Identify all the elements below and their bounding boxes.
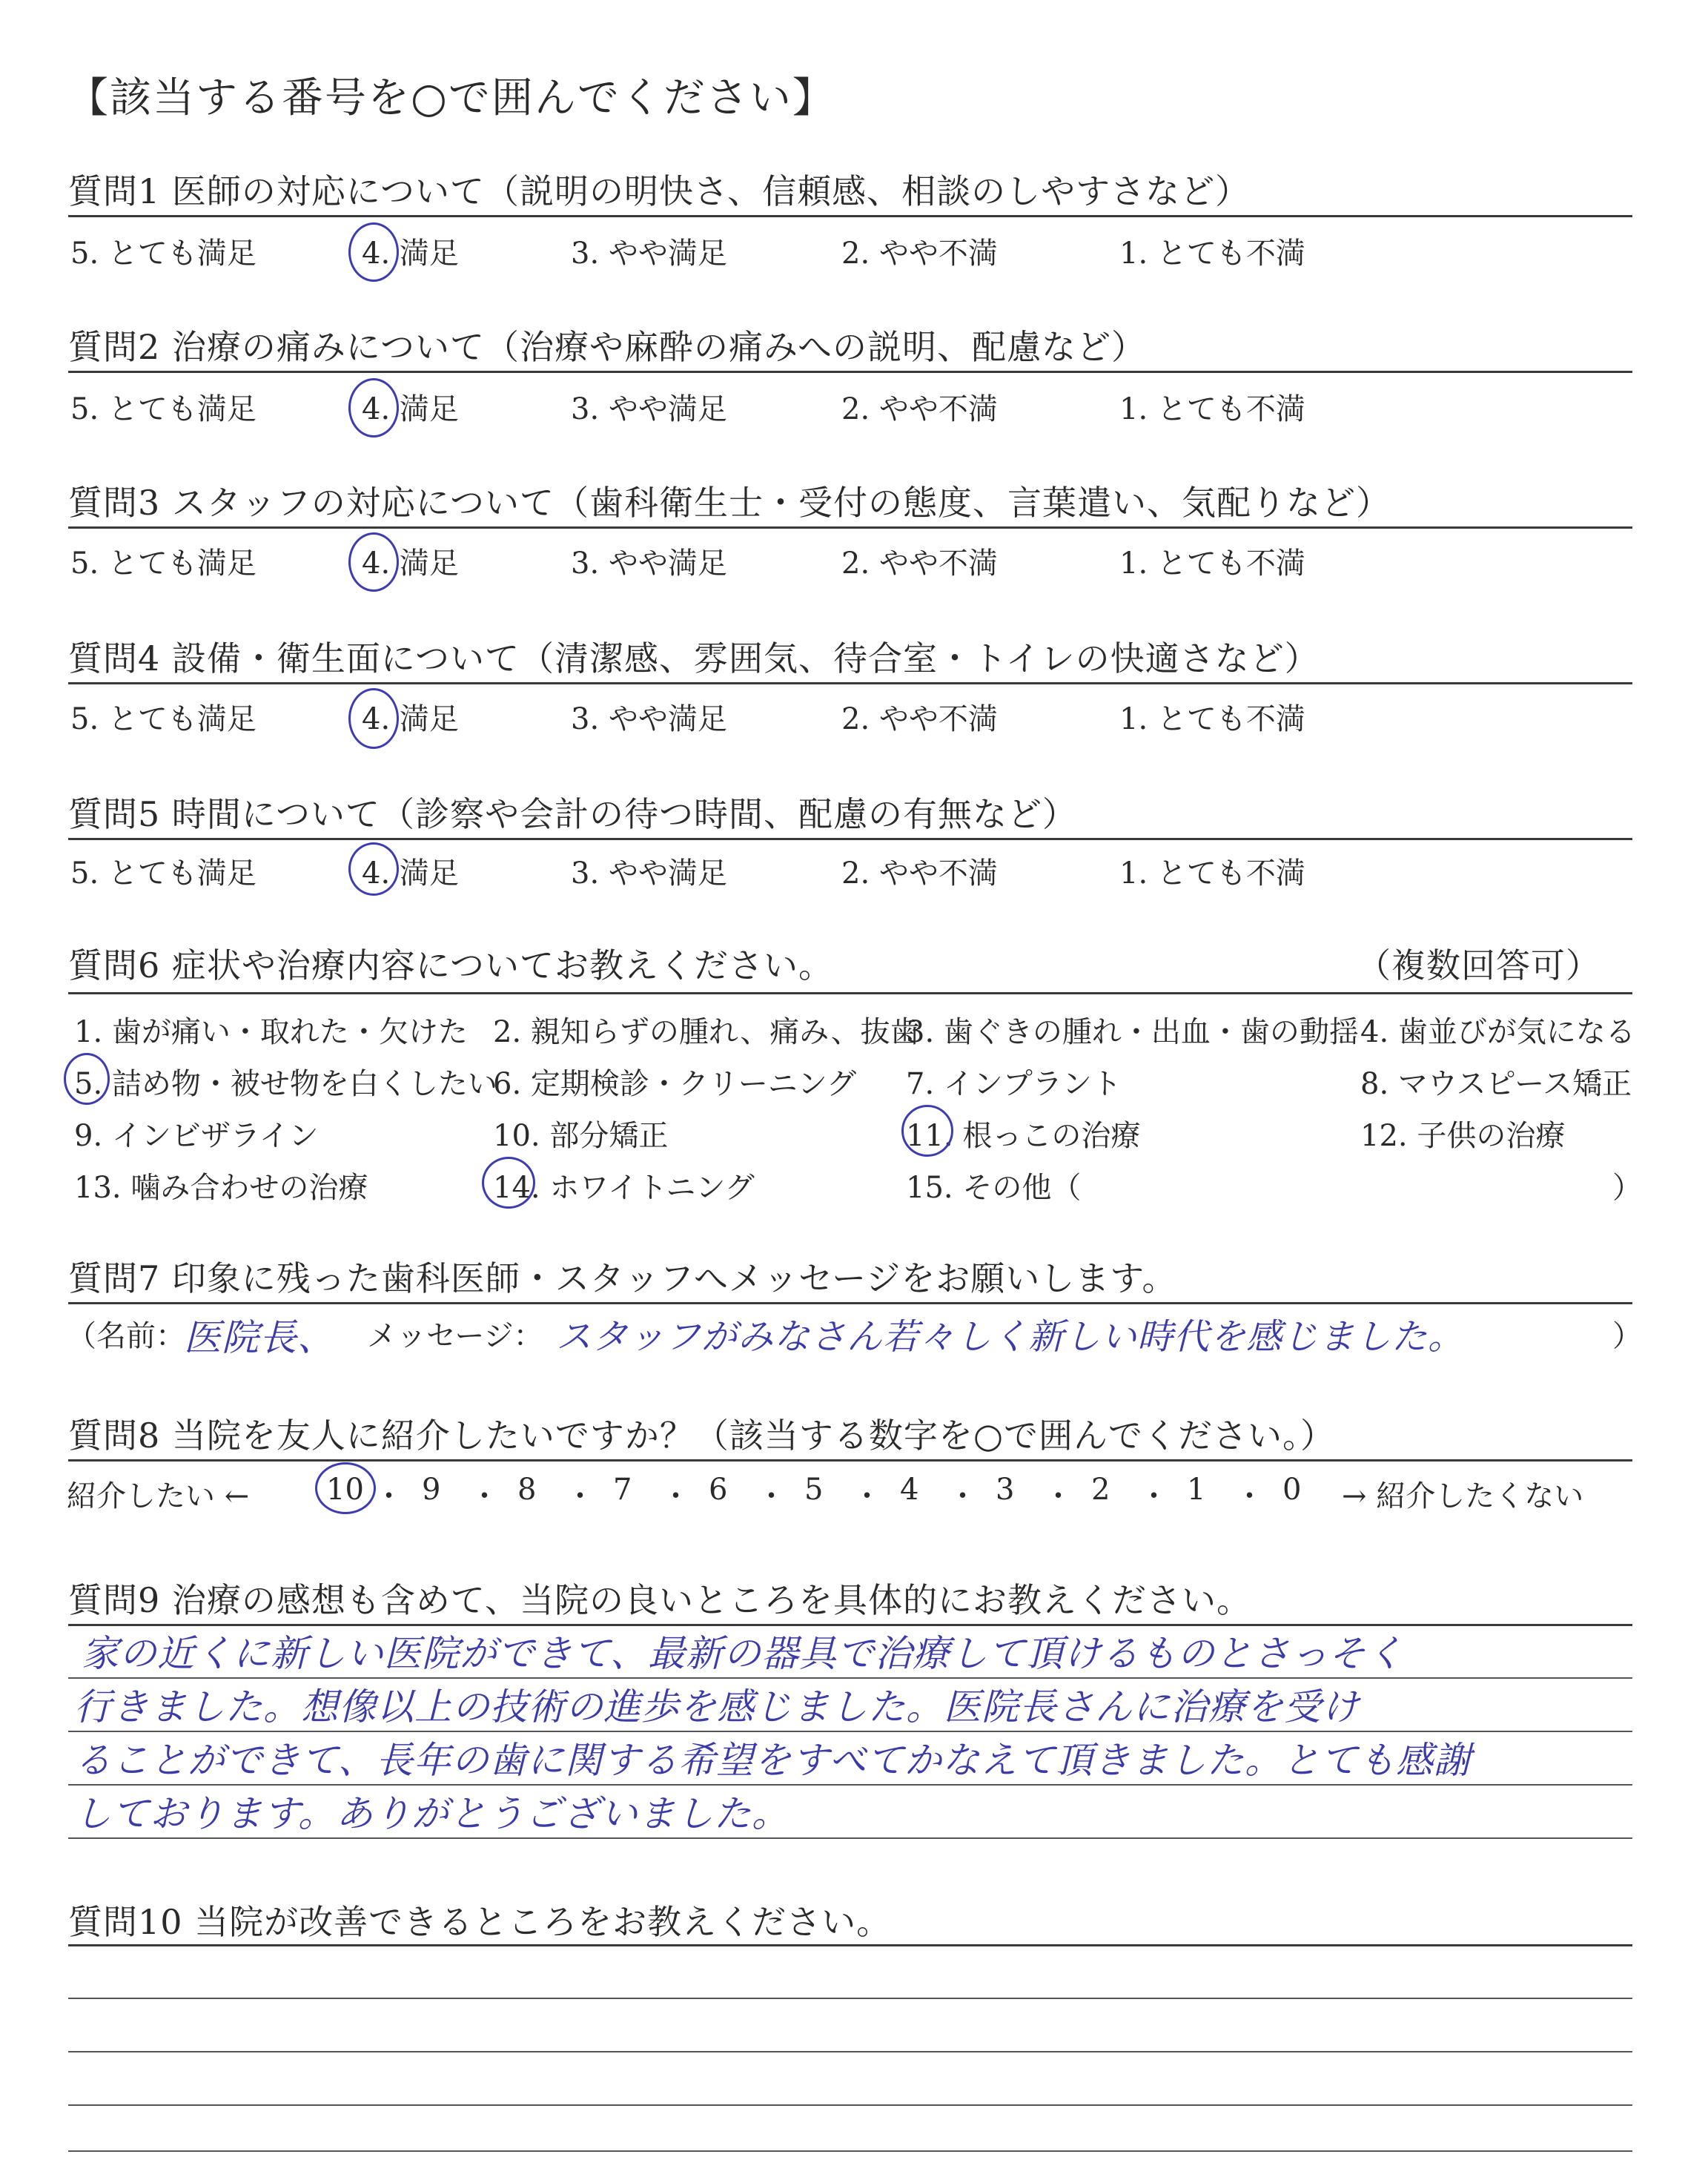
q8-title: 質問8 当院を友人に紹介したいですか？（該当する数字を○で囲んでください。） [68, 1416, 1336, 1456]
q4-rule [68, 682, 1632, 684]
q9-answer-line-2[interactable]: 行きました。想像以上の技術の進歩を感じました。医院長さんに治療を受け [74, 1685, 1360, 1728]
q1-opt-2[interactable]: 2. やや不満 [841, 237, 998, 271]
q8-rule [68, 1459, 1632, 1462]
q9-answer-line-1[interactable]: 家の近くに新しい医院ができて、最新の器具で治療して頂けるものとさっそく [82, 1632, 1404, 1675]
q6-opt-5-circle [64, 1053, 110, 1105]
page-heading: 【該当する番号を○で囲んでください】 [67, 74, 835, 122]
q8-number-10[interactable]: 10 [326, 1473, 364, 1507]
q4-opt-5[interactable]: 5. とても満足 [70, 702, 256, 736]
q2-title: 質問2 治療の痛みについて（治療や麻酔の痛みへの説明、配慮など） [68, 327, 1147, 367]
q6-opt-13[interactable]: 13. 噛み合わせの治療 [74, 1171, 368, 1205]
q3-opt-4[interactable]: 4. 満足 [362, 546, 459, 581]
q6-opt-1[interactable]: 1. 歯が痛い・取れた・欠けた [74, 1015, 468, 1049]
q3-opt-1[interactable]: 1. とても不満 [1119, 546, 1305, 581]
q2-selection-circle [348, 378, 399, 437]
q1-opt-4[interactable]: 4. 満足 [362, 237, 459, 271]
q9-answer-line-4[interactable]: しております。ありがとうございました。 [74, 1792, 790, 1835]
q3-title: 質問3 スタッフの対応について（歯科衛生士・受付の態度、言葉遣い、気配りなど） [68, 483, 1391, 523]
q2-rule [68, 371, 1632, 373]
q3-selection-circle [348, 532, 399, 592]
q7-title: 質問7 印象に残った歯科医師・スタッフへメッセージをお願いします。 [68, 1258, 1177, 1298]
q1-opt-3[interactable]: 3. やや満足 [571, 237, 727, 271]
q6-opt-9[interactable]: 9. インビザライン [74, 1119, 319, 1153]
q3-opt-5[interactable]: 5. とても満足 [70, 546, 256, 581]
q8-number-9[interactable]: 9 [422, 1473, 441, 1507]
q3-opt-3[interactable]: 3. やや満足 [571, 546, 727, 581]
q6-opt-3[interactable]: 3. 歯ぐきの腫れ・出血・歯の動揺 [906, 1015, 1359, 1049]
q10-line-1[interactable] [68, 1998, 1632, 1999]
q5-opt-1[interactable]: 1. とても不満 [1119, 856, 1305, 891]
q8-number-5[interactable]: 5 [804, 1473, 824, 1507]
q6-opt-8[interactable]: 8. マウスピース矯正 [1360, 1067, 1632, 1101]
q9-answer-line-3[interactable]: ることができて、長年の歯に関する希望をすべてかなえて頂きました。とても感謝 [74, 1739, 1472, 1782]
q7-name-label: （名前： [67, 1319, 185, 1353]
q8-separator: ・ [1043, 1479, 1073, 1513]
q5-title: 質問5 時間について（診察や会計の待つ時間、配慮の有無など） [68, 794, 1077, 834]
q6-opt-7[interactable]: 7. インプラント [906, 1067, 1122, 1101]
q7-name-value[interactable]: 医院長、 [184, 1316, 335, 1359]
q8-right-label: → 紹介したくない [1342, 1479, 1584, 1513]
q2-opt-3[interactable]: 3. やや満足 [571, 392, 727, 426]
q7-close-paren: ） [1612, 1319, 1642, 1353]
q6-opt-5[interactable]: 5. 詰め物・被せ物を白くしたい [74, 1067, 497, 1101]
q2-opt-2[interactable]: 2. やや不満 [841, 392, 998, 426]
q2-opt-1[interactable]: 1. とても不満 [1119, 392, 1305, 426]
q6-opt-15-close: ） [1612, 1171, 1642, 1205]
q10-line-2[interactable] [68, 2051, 1632, 2052]
q5-opt-4[interactable]: 4. 満足 [362, 856, 459, 891]
q9-title: 質問9 治療の感想も含めて、当院の良いところを具体的にお教えください。 [68, 1580, 1251, 1620]
q1-opt-5[interactable]: 5. とても満足 [70, 237, 256, 271]
q8-separator: ・ [947, 1479, 978, 1513]
q7-message-label: メッセージ： [367, 1319, 543, 1353]
q6-rule [68, 992, 1632, 994]
q8-separator: ・ [852, 1479, 882, 1513]
q5-rule [68, 838, 1632, 840]
q8-separator: ・ [756, 1479, 787, 1513]
q1-opt-1[interactable]: 1. とても不満 [1119, 237, 1305, 271]
q6-opt-12[interactable]: 12. 子供の治療 [1360, 1119, 1566, 1153]
q6-opt-6[interactable]: 6. 定期検診・クリーニング [493, 1067, 857, 1101]
q8-separator: ・ [374, 1479, 404, 1513]
q6-opt-2[interactable]: 2. 親知らずの腫れ、痛み、抜歯 [493, 1015, 920, 1049]
q9-line-4 [68, 1837, 1632, 1839]
q6-opt-14-circle [482, 1157, 535, 1209]
q6-title: 質問6 症状や治療内容についてお教えください。 [68, 945, 833, 985]
q4-opt-1[interactable]: 1. とても不満 [1119, 702, 1305, 736]
q8-number-6[interactable]: 6 [709, 1473, 728, 1507]
q10-line-4[interactable] [68, 2150, 1632, 2152]
q1-rule [68, 215, 1632, 217]
q8-number-4[interactable]: 4 [900, 1473, 919, 1507]
q6-opt-11[interactable]: 11. 根っこの治療 [906, 1119, 1141, 1153]
q6-opt-10[interactable]: 10. 部分矯正 [493, 1119, 669, 1153]
q2-opt-4[interactable]: 4. 満足 [362, 392, 459, 426]
q6-opt-11-circle [901, 1105, 953, 1157]
q8-number-2[interactable]: 2 [1091, 1473, 1110, 1507]
q8-number-7[interactable]: 7 [613, 1473, 632, 1507]
q4-selection-circle [348, 688, 399, 749]
q8-selection-circle [315, 1462, 376, 1514]
q8-separator: ・ [1139, 1479, 1169, 1513]
q8-left-label: 紹介したい ← [67, 1479, 250, 1513]
q6-opt-15[interactable]: 15. その他（ [906, 1171, 1082, 1205]
q4-title: 質問4 設備・衛生面について（清潔感、雰囲気、待合室・トイレの快適さなど） [68, 638, 1320, 678]
q8-separator: ・ [565, 1479, 595, 1513]
q5-opt-3[interactable]: 3. やや満足 [571, 856, 727, 891]
q1-title: 質問1 医師の対応について（説明の明快さ、信頼感、相談のしやすさなど） [68, 171, 1251, 211]
q10-title: 質問10 当院が改善できるところをお教えください。 [68, 1902, 892, 1942]
q4-opt-2[interactable]: 2. やや不満 [841, 702, 998, 736]
q10-rule [68, 1944, 1632, 1946]
q2-opt-5[interactable]: 5. とても満足 [70, 392, 256, 426]
q5-opt-5[interactable]: 5. とても満足 [70, 856, 256, 891]
q8-number-1[interactable]: 1 [1187, 1473, 1206, 1507]
q4-opt-3[interactable]: 3. やや満足 [571, 702, 727, 736]
q6-opt-14[interactable]: 14. ホワイトニング [493, 1171, 755, 1205]
q3-opt-2[interactable]: 2. やや不満 [841, 546, 998, 581]
q1-selection-circle [348, 222, 399, 282]
q10-line-3[interactable] [68, 2104, 1632, 2106]
q8-number-0[interactable]: 0 [1282, 1473, 1302, 1507]
q4-opt-4[interactable]: 4. 満足 [362, 702, 459, 736]
q5-opt-2[interactable]: 2. やや不満 [841, 856, 998, 891]
q7-rule [68, 1302, 1632, 1304]
q8-number-3[interactable]: 3 [996, 1473, 1015, 1507]
q3-rule [68, 526, 1632, 529]
q8-separator: ・ [661, 1479, 691, 1513]
q6-note: （複数回答可） [1357, 945, 1601, 985]
q8-number-8[interactable]: 8 [517, 1473, 537, 1507]
q5-selection-circle [348, 842, 399, 896]
q6-opt-4[interactable]: 4. 歯並びが気になる [1360, 1015, 1635, 1049]
q8-separator: ・ [1234, 1479, 1265, 1513]
q7-message-value[interactable]: スタッフがみなさん若々しく新しい時代を感じました。 [556, 1316, 1465, 1358]
q8-separator: ・ [469, 1479, 500, 1513]
